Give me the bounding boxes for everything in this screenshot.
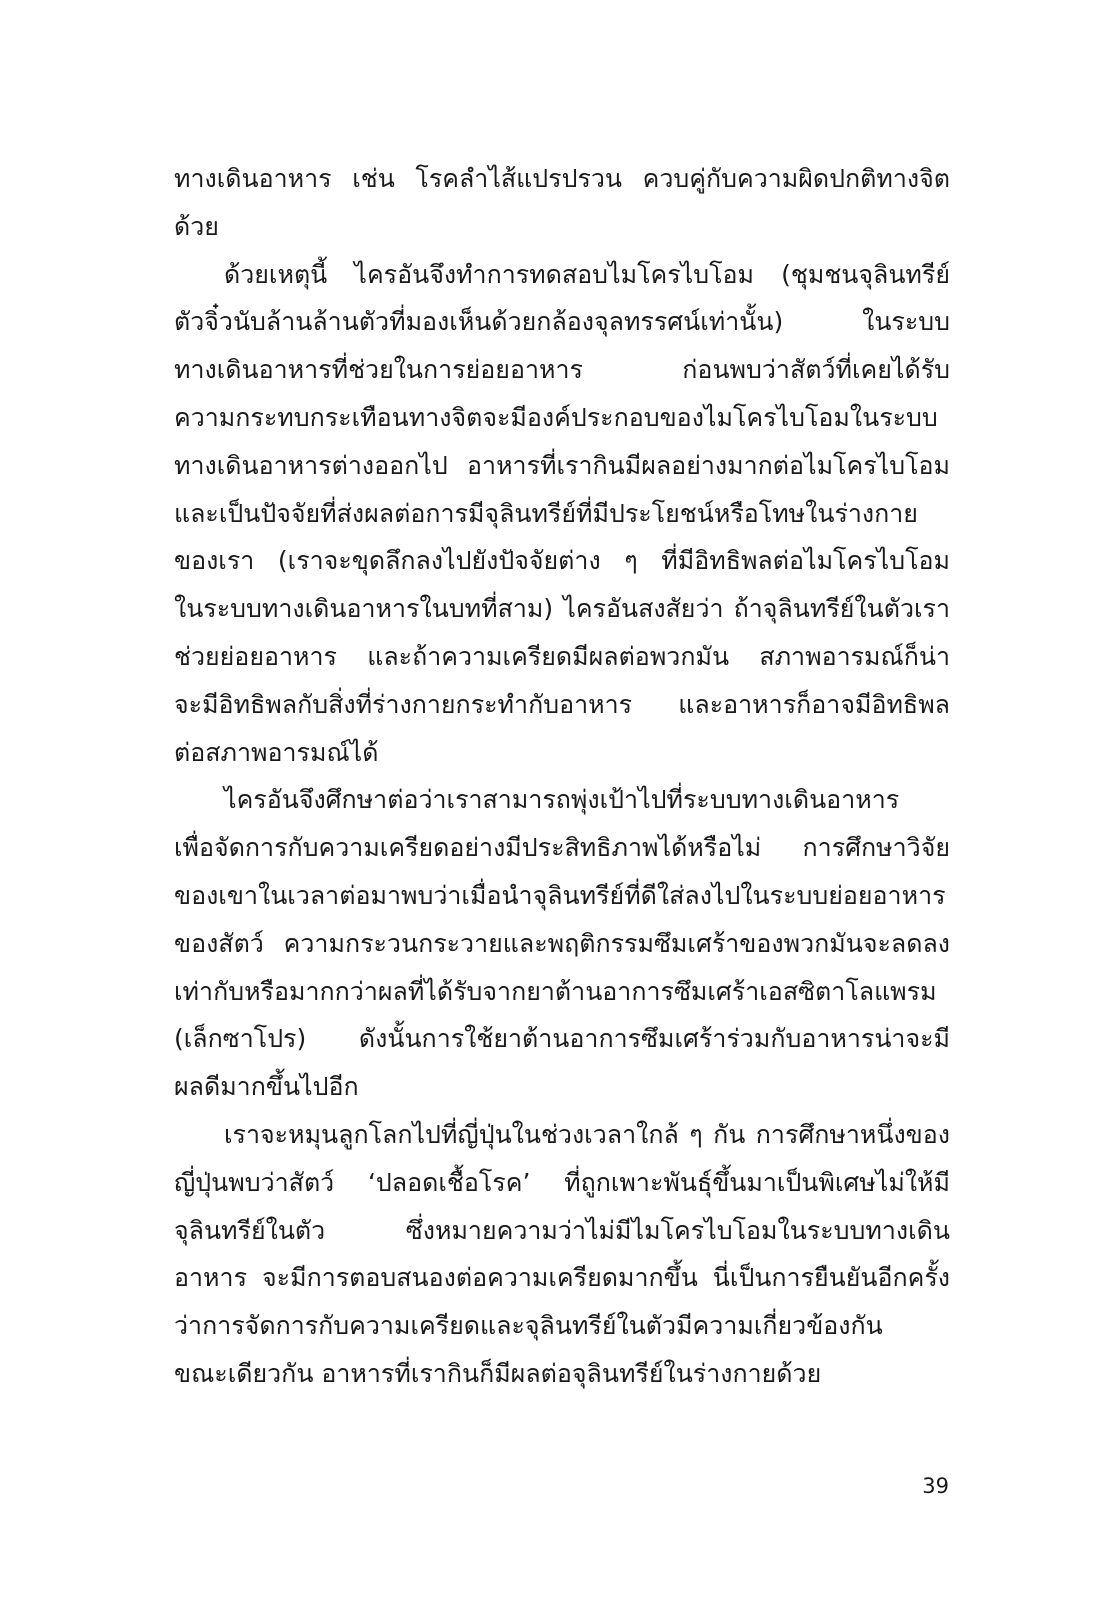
text-line: ด้วยเหตุนี้ ไครอันจึงทำการทดสอบไมโครไบโอม (ชุมชนจุลินทรีย์ xyxy=(224,259,950,289)
text-line: ของเขาในเวลาต่อมาพบว่าเมื่อนำจุลินทรีย์ที่ดีใส่ลงไปในระบบย่อยอาหาร xyxy=(174,880,946,910)
text-line: จะมีอิทธิพลกับสิ่งที่ร่างกายกระทำกับอาหาร และอาหารก็อาจมีอิทธิพล xyxy=(174,689,950,719)
text-line: ในระบบทางเดินอาหารในบทที่สาม) ไครอันสงสัยว่า ถ้าจุลินทรีย์ในตัวเรา xyxy=(174,594,950,624)
text-line: ผลดีมากขึ้นไปอีก xyxy=(174,1072,359,1102)
text-line: เท่ากับหรือมากกว่าผลที่ได้รับจากยาต้านอาการซึมเศร้าเอสซิตาโลแพรม xyxy=(174,976,937,1006)
text-line: ว่าการจัดการกับความเครียดและจุลินทรีย์ในตัวมีความเกี่ยวข้องกัน xyxy=(174,1311,883,1341)
text-line: อาหาร จะมีการตอบสนองต่อความเครียดมากขึ้น นี่เป็นการยืนยันอีกครั้ง xyxy=(174,1263,950,1293)
text-line: จุลินทรีย์ในตัว ซึ่งหมายความว่าไม่มีไมโครไบโอมในระบบทางเดิน xyxy=(174,1215,950,1245)
text-line: ช่วยย่อยอาหาร และถ้าความเครียดมีผลต่อพวกมัน สภาพอารมณ์ก็น่า xyxy=(174,641,950,671)
text-line: ตัวจิ๋วนับล้านล้านตัวที่มองเห็นด้วยกล้องจุลทรรศน์เท่านั้น) ในระบบ xyxy=(174,307,950,337)
text-line: ต่อสภาพอารมณ์ได้ xyxy=(174,737,379,767)
text-line: ความกระทบกระเทือนทางจิตจะมีองค์ประกอบของไมโครไบโอมในระบบ xyxy=(174,402,938,432)
text-line: ไครอันจึงศึกษาต่อว่าเราสามารถพุ่งเป้าไปที่ระบบทางเดินอาหาร xyxy=(224,785,900,815)
text-line: ญี่ปุ่นพบว่าสัตว์ ‘ปลอดเชื้อโรค’ ที่ถูกเพาะพันธุ์ขึ้นมาเป็นพิเศษไม่ให้มี xyxy=(174,1167,950,1197)
text-line: ด้วย xyxy=(174,211,219,241)
text-line: เราจะหมุนลูกโลกไปที่ญี่ปุ่นในช่วงเวลาใกล้ ๆ กัน การศึกษาหนึ่งของ xyxy=(224,1119,950,1149)
text-line: ทางเดินอาหารที่ช่วยในการย่อยอาหาร ก่อนพบว่าสัตว์ที่เคยได้รับ xyxy=(174,355,950,385)
text-line: ทางเดินอาหาร เช่น โรคลำไส้แปรปรวน ควบคู่กับความผิดปกติทางจิต xyxy=(174,164,950,193)
body-text xyxy=(174,155,950,1398)
text-line: และเป็นปัจจัยที่ส่งผลต่อการมีจุลินทรีย์ที่มีประโยชน์หรือโทษในร่างกาย xyxy=(174,498,918,528)
text-line: (เล็กซาโปร) ดังนั้นการใช้ยาต้านอาการซึมเศร้าร่วมกับอาหารน่าจะมี xyxy=(174,1024,950,1054)
text-line: ทางเดินอาหารต่างออกไป อาหารที่เรากินมีผลอย่างมากต่อไมโครไบโอม xyxy=(174,450,950,480)
page-number: 39 xyxy=(922,1474,949,1498)
text-line: เพื่อจัดการกับความเครียดอย่างมีประสิทธิภาพได้หรือไม่ การศึกษาวิจัย xyxy=(174,833,950,863)
text-line: ขณะเดียวกัน อาหารที่เรากินก็มีผลต่อจุลินทรีย์ในร่างกายด้วย xyxy=(174,1358,822,1388)
text-line: ของสัตว์ ความกระวนกระวายและพฤติกรรมซึมเศร้าของพวกมันจะลดลง xyxy=(174,928,950,958)
text-line: ของเรา (เราจะขุดลึกลงไปยังปัจจัยต่าง ๆ ที่มีอิทธิพลต่อไมโครไบโอม xyxy=(174,546,950,576)
